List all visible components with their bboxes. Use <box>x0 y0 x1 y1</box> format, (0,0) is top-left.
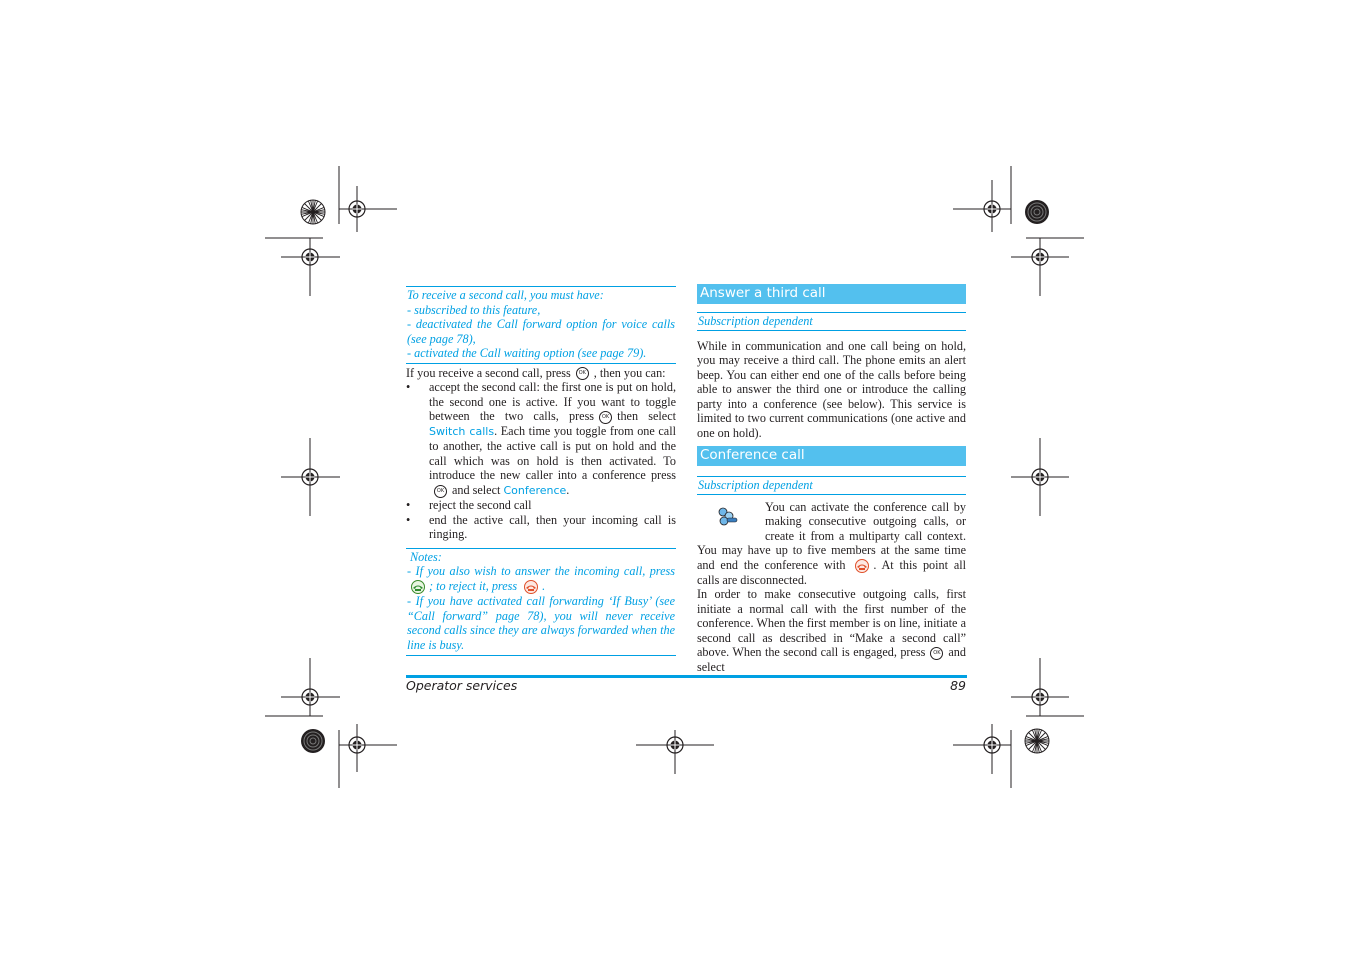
menu-switch-calls: Switch calls <box>429 424 495 438</box>
notes-title: Notes: <box>410 549 442 564</box>
ok-key-icon: OK <box>599 411 612 424</box>
conference-paragraph: You can activate the conference call by making consecutive outgoing calls, or create it from a multiparty call context. You may have up to five members at the same time and end the conference with . At this point all calls are disconnected. <box>697 499 967 587</box>
requirement-item: - activated the Call waiting option (see page 79). <box>407 346 647 360</box>
hangup-phone-icon <box>853 559 871 573</box>
hangup-phone-icon <box>522 580 540 594</box>
requirements-box <box>406 286 676 364</box>
note-2: - If you have activated call forwarding ‘If Busy’ (see “Call forward” page 78), you will never receive second calls since they are always forwarded when the line is busy. <box>407 594 675 652</box>
ok-key-icon: OK <box>930 647 943 660</box>
heading-conference-call: Conference call <box>697 446 966 466</box>
list-item: • accept the second call: the first one is put on hold, the second one is active. If you want to toggle between the two calls, press OK then select Switch calls. Each time you toggle from one call to another, the active call is put on hold and the call which was on hold is then activated. To introduce the new caller into a conference pressOK and select Conference. <box>406 380 676 498</box>
requirement-item: - deactivated the Call forward option for voice calls (see page 78), <box>407 317 675 346</box>
conference-call-icon <box>697 500 747 530</box>
list-item: • end the active call, then your incoming call is ringing. <box>406 513 676 542</box>
options-list <box>406 380 676 542</box>
consecutive-calls-paragraph: In order to make consecutive outgoing calls, first initiate a normal call with the first number of the conference. When the first member is on line, initiate a second call as described in “Make a second call” above. When the second call is engaged, press OK and select <box>697 587 966 674</box>
ok-key-icon: OK <box>576 367 589 380</box>
menu-conference: Conference <box>503 483 567 497</box>
footer-section-title: Operator services <box>406 678 518 693</box>
heading-answer-third-call: Answer a third call <box>697 284 966 304</box>
ok-key-icon: OK <box>434 485 447 498</box>
left-column <box>406 286 676 656</box>
pickup-phone-icon <box>409 580 427 594</box>
second-call-intro: If you receive a second call, press OK , then you can: <box>406 365 666 380</box>
requirements-intro: To receive a second call, you must have: <box>407 288 604 302</box>
subscription-dependent-label: Subscription dependent <box>697 476 966 495</box>
note-1: - If you also wish to answer the incoming call, press ; to reject it, press . <box>407 564 675 593</box>
list-item: • reject the second call <box>406 498 676 513</box>
subscription-dependent-label: Subscription dependent <box>697 312 966 331</box>
requirement-item: - subscribed to this feature, <box>407 302 541 317</box>
page-number: 89 <box>950 678 966 693</box>
notes-box <box>406 548 676 656</box>
third-call-paragraph: While in communication and one call being on hold, you may receive a third call. The phone emits an alert beep. You can either end one of the calls before being able to answer the third one or introduce the calling party into a conference (see below). This service is limited to two current communications (one active and one on hold). <box>697 338 966 440</box>
right-column <box>697 284 966 674</box>
